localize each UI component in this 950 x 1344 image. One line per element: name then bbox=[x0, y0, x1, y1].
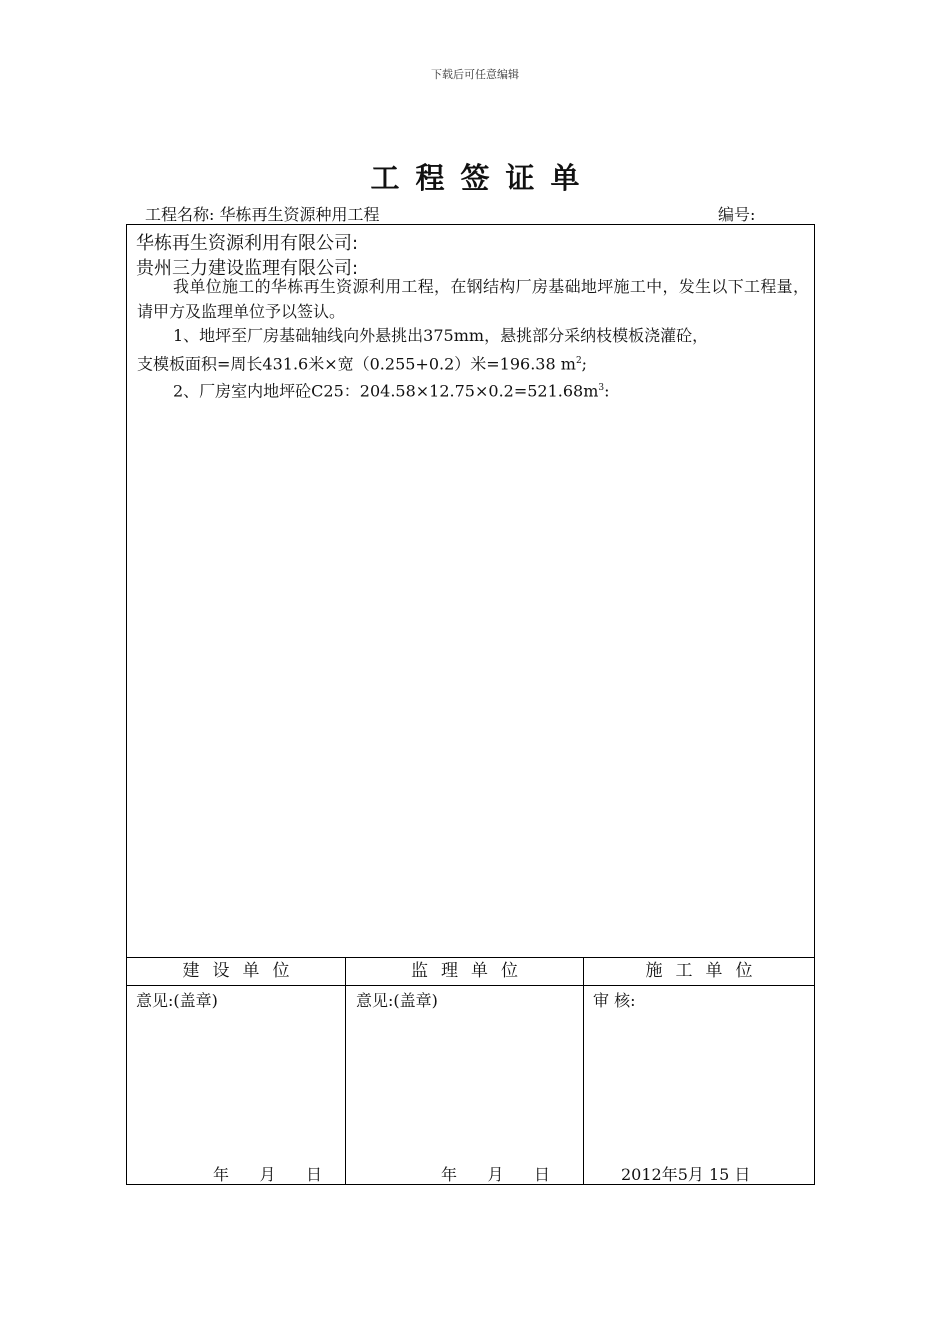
item-1-formula: 支模板面积=周长431.6米×宽（0.255+0.2）米=196.38 m bbox=[137, 353, 576, 373]
recipient-owner: 华栋再生资源利用有限公司: bbox=[136, 233, 359, 254]
owner-unit-header: 建设单位 bbox=[182, 961, 303, 981]
content-body bbox=[137, 275, 809, 404]
column-divider-1 bbox=[345, 957, 346, 1185]
supervisor-unit-header: 监理单位 bbox=[411, 961, 531, 981]
item-1-line-2 bbox=[137, 349, 809, 377]
item-1-line-1: 1、地坪至厂房基础轴线向外悬挑出375mm，悬挑部分采纳枝模板浇灌砼， bbox=[173, 326, 709, 345]
item-2-formula: 2、厂房室内地坪砼C25：204.58×12.75×0.2=521.68m bbox=[173, 381, 599, 401]
owner-date: 年 月 日 bbox=[213, 1165, 323, 1184]
visa-form bbox=[126, 224, 815, 1185]
divider-top bbox=[127, 957, 814, 958]
divider-header bbox=[127, 985, 814, 986]
supervisor-date: 年 月 日 bbox=[441, 1165, 551, 1184]
item-2-unit-exponent: 3 bbox=[598, 383, 605, 394]
number-label: 编号: bbox=[718, 205, 756, 224]
item-2 bbox=[137, 376, 809, 404]
contractor-review-label: 审 核: bbox=[593, 991, 636, 1010]
contractor-unit-header: 施工单位 bbox=[645, 961, 766, 981]
item-2-end: : bbox=[604, 381, 610, 401]
intro-paragraph: 我单位施工的华栋再生资源利用工程，在钢结构厂房基础地坪施工中，发生以下工程量，请甲方及监理单位予以签认。 bbox=[137, 277, 809, 321]
supervisor-opinion-label: 意见:(盖章) bbox=[356, 991, 438, 1010]
item-1-unit-exponent: 2 bbox=[575, 355, 582, 366]
contractor-date: 2012年5月 15 日 bbox=[621, 1165, 751, 1184]
content-area bbox=[127, 225, 814, 957]
header-note: 下载后可任意编辑 bbox=[431, 68, 519, 81]
owner-opinion-label: 意见:(盖章) bbox=[136, 991, 218, 1010]
recipient-supervisor: 贵州三力建设监理有限公司: bbox=[136, 258, 359, 279]
column-divider-2 bbox=[583, 957, 584, 1185]
project-name: 工程名称: 华栋再生资源种用工程 bbox=[145, 205, 380, 224]
item-1-end: ; bbox=[581, 353, 588, 373]
document-title: 工程签证单 bbox=[370, 161, 596, 195]
